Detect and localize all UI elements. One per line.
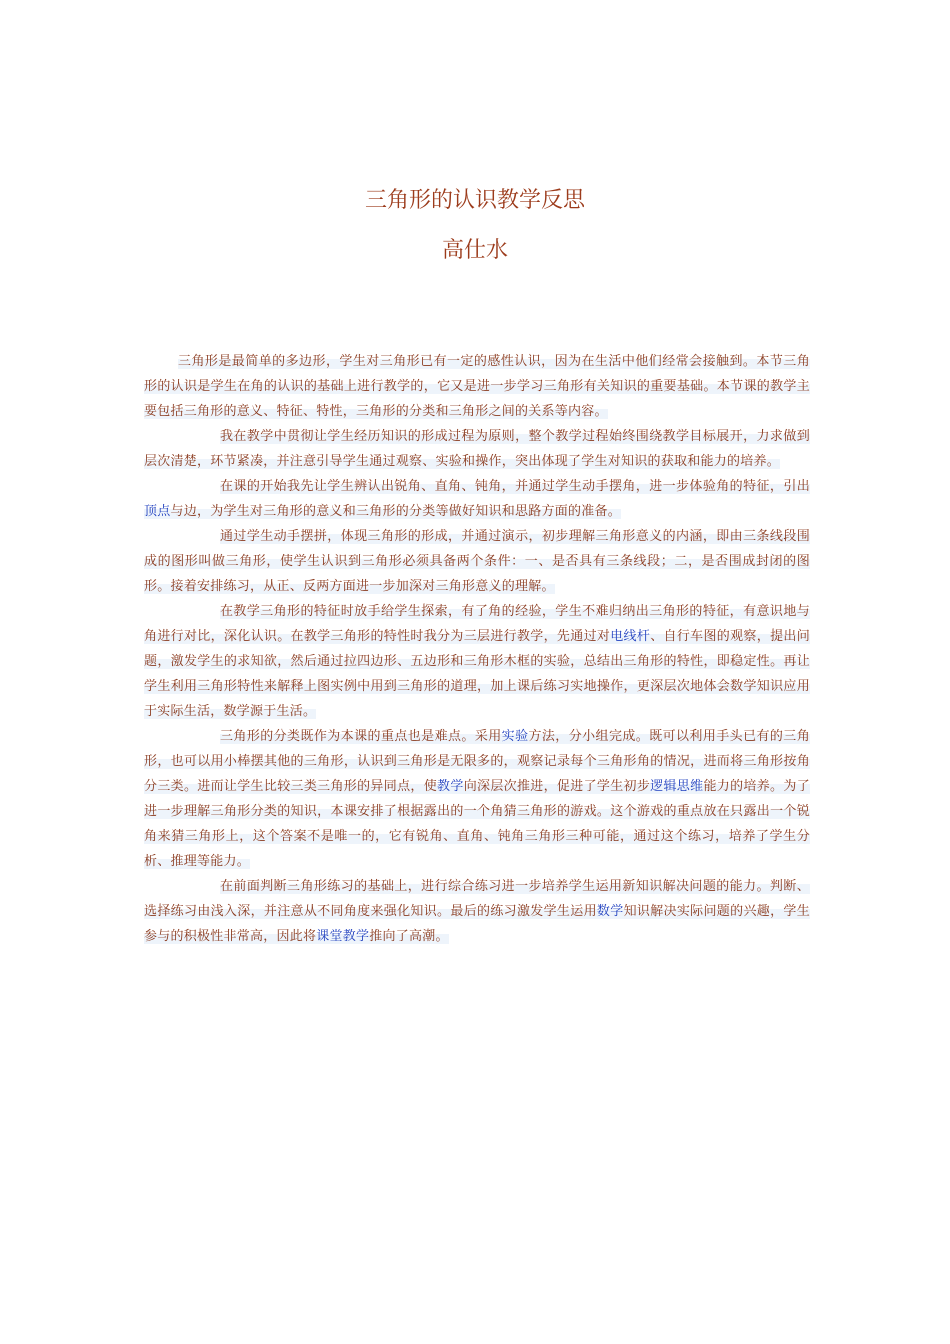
link-experiment[interactable]: 实验 — [501, 729, 529, 744]
paragraph-text: 三角形是最简单的多边形，学生对三角形已有一定的感性认识，因为在生活中他们经常会接触到。本节三角形的认识是学生在角的认识的基础上进行教学的，它又是进一步学习三角形有关知识的重要基础。本节课的教学主要包括三角形的意义、特征、特性，三角形的分类和三角形之间的关系等内容。 — [144, 354, 810, 419]
paragraph-1 — [144, 349, 810, 424]
paragraph-6 — [144, 724, 810, 874]
paragraph-text: 与边，为学生对三角形的意义和三角形的分类等做好知识和思路方面的准备。 — [170, 504, 622, 519]
link-teaching[interactable]: 教学 — [437, 779, 464, 794]
link-logical-thinking[interactable]: 逻辑思维 — [650, 779, 704, 794]
paragraph-2 — [144, 424, 810, 474]
link-classroom-teaching[interactable]: 课堂教学 — [316, 929, 370, 944]
document-body — [144, 349, 810, 949]
paragraph-text: 向深层次推进，促进了学生初步 — [463, 779, 651, 794]
paragraph-text: 方法，分小组完成。既可以利用手头已有的三角形，也可以用小棒摆其他的三角形，认识到三角形是无限多的，观察记录每个三角形角的情况，进而将三角形按角分三类。进而让学生比较三类三角形的异同点，使 — [144, 729, 810, 794]
paragraph-text: 、自行车图的观察，提出问题，激发学生的求知欲，然后通过拉四边形、五边形和三角形木框的实验，总结出三角形的特性，即稳定性。再让学生利用三角形特性来解释上图实例中用到三角形的道理，加上课后练习实地操作，更深层次地体会数学知识应用于实际生活，数学源于生活。 — [144, 629, 810, 719]
paragraph-text: 知识解决实际问题的兴趣，学生参与的积极性非常高，因此将 — [144, 904, 810, 944]
paragraph-text: 在前面判断三角形练习的基础上，进行综合练习进一步培养学生运用新知识解决问题的能力。判断、选择练习由浅入深，并注意从不同角度来强化知识。最后的练习激发学生运用 — [144, 879, 810, 919]
paragraph-5 — [144, 599, 810, 724]
link-mathematics[interactable]: 数学 — [596, 904, 624, 919]
paragraph-4 — [144, 524, 810, 599]
paragraph-text: 我在教学中贯彻让学生经历知识的形成过程为原则，整个教学过程始终围绕教学目标展开，力求做到层次清楚，环节紧凑，并注意引导学生通过观察、实验和操作，突出体现了学生对知识的获取和能力的培养。 — [144, 429, 810, 469]
document-author: 高仕水 — [441, 238, 508, 263]
paragraph-text: 推向了高潮。 — [369, 929, 449, 944]
paragraph-text: 在课的开始我先让学生辨认出锐角、直角、钝角，并通过学生动手摆角，进一步体验角的特征，引出 — [220, 479, 810, 494]
paragraph-7 — [144, 874, 810, 949]
link-utility-pole[interactable]: 电线杆 — [610, 629, 651, 644]
paragraph-3 — [144, 474, 810, 524]
paragraph-text: 能力的培养。为了进一步理解三角形分类的知识，本课安排了根据露出的一个角猜三角形的游戏。这个游戏的重点放在只露出一个锐角来猜三角形上，这个答案不是唯一的，它有锐角、直角、钝角三角形三种可能，通过这个练习，培养了学生分析、推理等能力。 — [144, 779, 810, 869]
paragraph-text: 三角形的分类既作为本课的重点也是难点。采用 — [220, 729, 502, 744]
paragraph-text: 通过学生动手摆拼，体现三角形的形成，并通过演示，初步理解三角形意义的内涵，即由三条线段围成的图形叫做三角形，使学生认识到三角形必须具备两个条件：一、是否具有三条线段；二，是否围成封闭的图形。接着安排练习，从正、反两方面进一步加深对三角形意义的理解。 — [144, 529, 810, 594]
paragraph-text: 在教学三角形的特征时放手给学生探索，有了角的经验，学生不难归纳出三角形的特征，有意识地与角进行对比，深化认识。在教学三角形的特性时我分为三层进行教学，先通过对 — [144, 604, 810, 644]
link-vertex[interactable]: 顶点 — [144, 504, 171, 519]
document-title: 三角形的认识教学反思 — [364, 188, 585, 213]
